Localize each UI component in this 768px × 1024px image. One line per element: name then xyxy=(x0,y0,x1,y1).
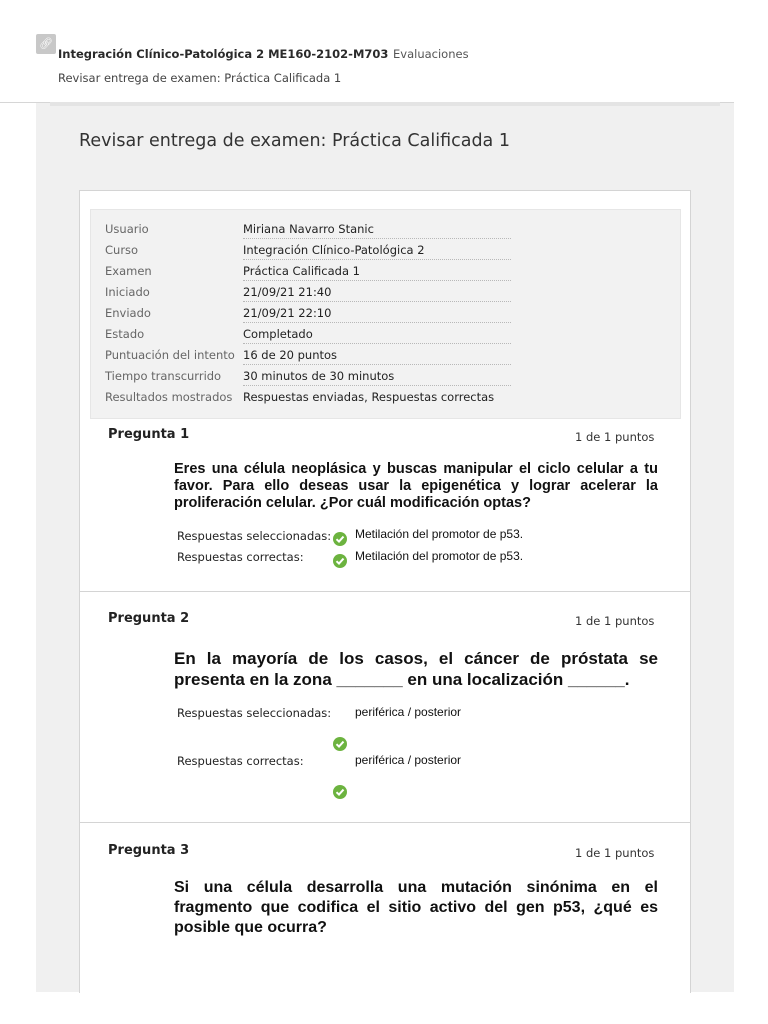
question-2-points: 1 de 1 puntos xyxy=(575,614,655,628)
detail-value: Respuestas enviadas, Respuestas correctas xyxy=(243,390,495,404)
question-2-selected-label: Respuestas seleccionadas: xyxy=(177,706,332,720)
detail-row-tiempo xyxy=(105,365,496,386)
check-icon xyxy=(333,532,347,546)
detail-row-usuario xyxy=(105,218,496,239)
question-3-text: Si una célula desarrolla una mutación sinónima en el fragmento que codifica el sitio activo del gen p53, ¿qué es posible que ocurra? xyxy=(174,879,658,936)
question-2-text: En la mayoría de los casos, el cáncer de próstata se presenta en la zona _______ en una localización ______. xyxy=(174,649,658,689)
header-shadow xyxy=(50,102,720,106)
question-2-title: Pregunta 2 xyxy=(108,611,190,626)
breadcrumb: Revisar entrega de examen: Práctica Calificada 1 xyxy=(58,71,342,85)
detail-value: Integración Clínico-Patológica 2 xyxy=(243,243,425,257)
detail-row-iniciado xyxy=(105,281,496,302)
detail-label: Iniciado xyxy=(105,285,150,299)
question-1-text: Eres una célula neoplásica y buscas manipular el ciclo celular a tu favor. Para ello deseas usar la epigenética y lograr acelerar la proliferación celular. ¿Por cuál modificación optas? xyxy=(174,461,658,511)
top-header xyxy=(0,0,768,102)
question-2-selected-value: periférica / posterior xyxy=(355,705,462,719)
question-divider xyxy=(80,591,690,592)
detail-label: Curso xyxy=(105,243,139,257)
detail-row-examen xyxy=(105,260,496,281)
page-title: Revisar entrega de examen: Práctica Calificada 1 xyxy=(79,131,510,151)
detail-row-curso xyxy=(105,239,496,260)
detail-label: Resultados mostrados xyxy=(105,390,233,404)
question-3-points: 1 de 1 puntos xyxy=(575,846,655,860)
detail-row-puntuacion xyxy=(105,344,496,365)
detail-label: Enviado xyxy=(105,306,151,320)
course-title-link[interactable]: Integración Clínico-Patológica 2 ME160-2102-M703 xyxy=(58,47,389,61)
detail-value: 21/09/21 21:40 xyxy=(243,285,332,299)
evaluations-link[interactable]: Evaluaciones xyxy=(393,47,469,61)
question-2-correct-label: Respuestas correctas: xyxy=(177,754,304,768)
attempt-details xyxy=(90,209,681,419)
question-divider xyxy=(80,822,690,823)
detail-label: Usuario xyxy=(105,222,149,236)
detail-label: Examen xyxy=(105,264,152,278)
question-1-correct-value: Metilación del promotor de p53. xyxy=(355,549,524,563)
detail-value: Miriana Navarro Stanic xyxy=(243,222,374,236)
detail-label: Estado xyxy=(105,327,145,341)
question-1-title: Pregunta 1 xyxy=(108,427,190,442)
detail-value: Práctica Calificada 1 xyxy=(243,264,360,278)
detail-label: Puntuación del intento xyxy=(105,348,235,362)
question-1-points: 1 de 1 puntos xyxy=(575,430,655,444)
question-2-correct-value: periférica / posterior xyxy=(355,753,462,767)
detail-row-enviado xyxy=(105,302,496,323)
check-icon xyxy=(333,554,347,568)
check-icon xyxy=(333,785,347,799)
detail-value: 30 minutos de 30 minutos xyxy=(243,369,395,383)
detail-value: 16 de 20 puntos xyxy=(243,348,338,362)
question-1-selected-label: Respuestas seleccionadas: xyxy=(177,529,332,543)
check-icon xyxy=(333,737,347,751)
detail-value: Completado xyxy=(243,327,313,341)
detail-label: Tiempo transcurrido xyxy=(105,369,222,383)
detail-row-estado xyxy=(105,323,496,344)
question-1-correct-label: Respuestas correctas: xyxy=(177,550,304,564)
detail-value: 21/09/21 22:10 xyxy=(243,306,332,320)
detail-row-resultados xyxy=(105,386,496,407)
link-icon[interactable]: 🔗︎ xyxy=(36,34,56,54)
question-1-selected-value: Metilación del promotor de p53. xyxy=(355,527,524,541)
question-3-title: Pregunta 3 xyxy=(108,843,190,858)
